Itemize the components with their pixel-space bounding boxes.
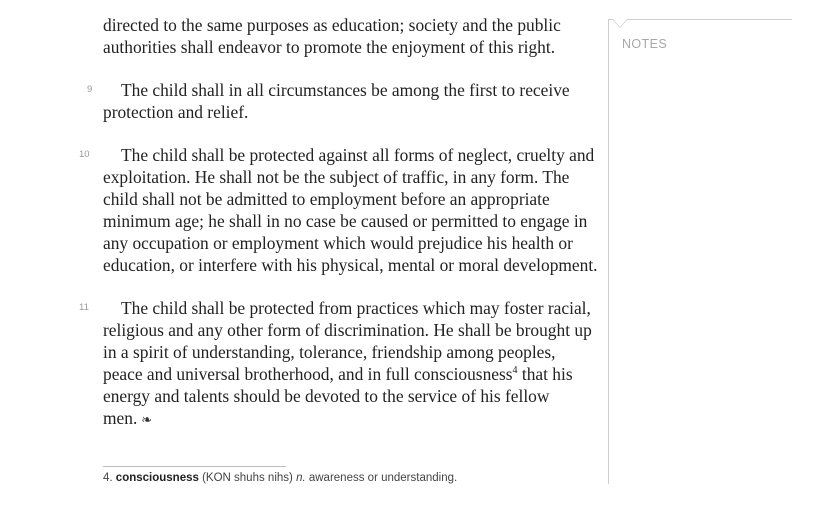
footnote-definition: awareness or understanding. (308, 472, 458, 484)
paragraph-number: 11 (79, 302, 89, 313)
footnote-pronunciation: (KON shuhs nihs) (202, 472, 293, 484)
footnote-term: consciousness (115, 472, 199, 484)
article-text (79, 14, 598, 452)
paragraph-text: The child shall be protected from practices which may foster racial, religious and any other form of discrimination. He shall be brought up in a spirit of understanding, tolerance, friendship among peoples, peace and universal brotherhood, and in full consciousness (103, 298, 592, 384)
notes-panel[interactable] (608, 19, 792, 484)
footnote-reference-link[interactable]: 4 (512, 365, 518, 377)
paragraph-9 (87, 79, 598, 123)
footnote-divider (103, 466, 286, 467)
paragraph-10 (79, 144, 598, 276)
end-of-selection-icon: ❧ (141, 412, 153, 427)
paragraph-text: The child shall in all circumstances be among the first to receive protection and relief. (103, 80, 570, 122)
paragraph-text: that his energy and talents should be devoted to the service of his fellow men. (103, 364, 573, 428)
notes-label: NOTES (622, 37, 668, 51)
paragraph-number: 10 (79, 149, 90, 160)
footnote-number: 4. (103, 472, 113, 484)
paragraph-text: directed to the same purposes as education; society and the public authorities shall endeavor to promote the enjoyment of this right. (103, 15, 561, 57)
footnote (103, 471, 457, 486)
paragraph-number: 9 (87, 84, 93, 95)
footnote-part-of-speech: n. (296, 472, 306, 484)
paragraph-continued (103, 14, 598, 58)
paragraph-11 (79, 297, 598, 431)
paragraph-text: The child shall be protected against all forms of neglect, cruelty and exploitation. He shall not be the subject of traffic, in any form. The child shall not be admitted to employment before an appropriate minimum age; he shall in no case be caused or permitted to engage in any occupation or employment which would prejudice his health or education, or interfere with his physical, mental or moral development. (103, 145, 598, 275)
